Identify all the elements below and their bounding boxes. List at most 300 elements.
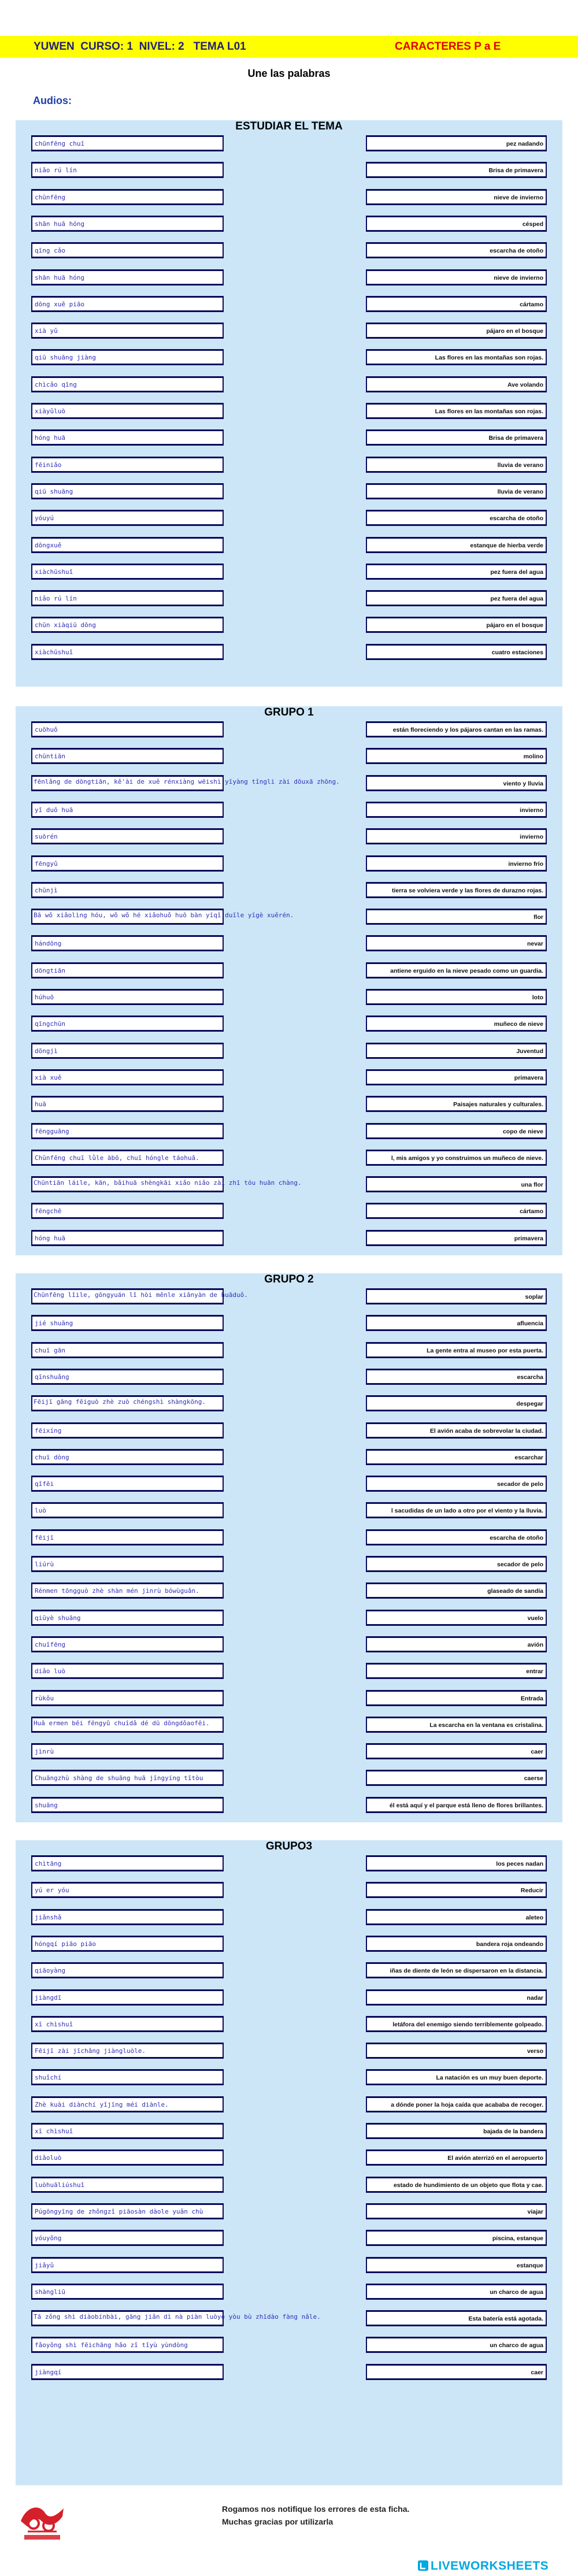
match-row: [16, 2149, 562, 2166]
pinyin-text: fǎoyǒng shì fēichāng hǎo zǐ tǐyù yùndòng: [35, 2341, 188, 2349]
translation-box[interactable]: [366, 1502, 547, 1518]
translation-text: nieve de invierno: [494, 275, 543, 281]
pinyin-box[interactable]: [31, 296, 224, 312]
pinyin-box[interactable]: [31, 2284, 224, 2300]
translation-text: escarcha de otoño: [490, 1535, 543, 1541]
translation-text: pájaro en el bosque: [486, 328, 543, 335]
pinyin-text: suōrén: [35, 833, 58, 840]
translation-box[interactable]: [366, 1582, 547, 1599]
pinyin-box[interactable]: [31, 1556, 224, 1572]
translation-text: aleteo: [525, 1914, 543, 1921]
translation-box[interactable]: [366, 537, 547, 553]
pinyin-box[interactable]: [31, 1315, 224, 1331]
translation-box[interactable]: [366, 1150, 547, 1166]
pinyin-text: niǎo rú lín: [35, 166, 77, 174]
match-row: [16, 1855, 562, 1871]
pinyin-box[interactable]: [31, 457, 224, 473]
translation-box[interactable]: [366, 323, 547, 339]
translation-text: pájaro en el bosque: [486, 622, 543, 629]
pinyin-text: Huā ermen bēi fēngyǔ chuīdǎ dé dū dōngdǒaofēi.: [34, 1719, 210, 1727]
translation-box[interactable]: [366, 1797, 547, 1813]
translation-text: a dónde poner la hoja caída que acababa de recoger.: [391, 2101, 543, 2108]
translation-box[interactable]: [366, 296, 547, 312]
translation-box[interactable]: [366, 1989, 547, 2006]
translation-box[interactable]: [366, 882, 547, 898]
pinyin-text: cuōhuǒ: [35, 726, 58, 733]
translation-text: soplar: [525, 1293, 543, 1300]
match-row: [16, 617, 562, 633]
pinyin-box[interactable]: [31, 2123, 224, 2139]
pinyin-text: yú er yóu: [35, 1886, 69, 1894]
match-row: [16, 1096, 562, 1112]
translation-box[interactable]: [366, 828, 547, 844]
pinyin-box[interactable]: [31, 1962, 224, 1978]
pinyin-text: shān huā hóng: [35, 274, 85, 281]
translation-box[interactable]: [366, 1449, 547, 1465]
match-row: [16, 855, 562, 872]
pinyin-text: chuīfēng: [35, 1641, 65, 1648]
translation-box[interactable]: [366, 2230, 547, 2246]
pinyin-box[interactable]: [31, 2203, 224, 2219]
pinyin-box[interactable]: [31, 1369, 224, 1385]
pinyin-text: xià xuě: [35, 1074, 62, 1081]
match-row: [16, 1422, 562, 1439]
match-row: [16, 1529, 562, 1545]
pinyin-box[interactable]: [31, 1015, 224, 1032]
match-row: [16, 2016, 562, 2032]
pinyin-box[interactable]: [31, 189, 224, 205]
translation-text: secador de pelo: [497, 1481, 543, 1488]
pinyin-text: rùkǒu: [35, 1695, 54, 1702]
match-row: [16, 1015, 562, 1032]
match-row: [16, 828, 562, 844]
pinyin-box[interactable]: [31, 855, 224, 872]
translation-box[interactable]: [366, 429, 547, 446]
pinyin-box[interactable]: [31, 1096, 224, 1112]
translation-box[interactable]: [366, 1288, 547, 1304]
pinyin-box[interactable]: [31, 1989, 224, 2006]
pinyin-text: dōngtiān: [35, 967, 65, 974]
header-bar: [0, 36, 578, 58]
match-row: [16, 2310, 562, 2326]
audios-label: Audios:: [33, 95, 72, 106]
pinyin-box[interactable]: [31, 1342, 224, 1358]
translation-text: bajada de la bandera: [483, 2128, 543, 2135]
pinyin-box[interactable]: [31, 2364, 224, 2380]
pinyin-box[interactable]: [31, 1203, 224, 1219]
translation-box[interactable]: [366, 1069, 547, 1085]
pinyin-text: qīng cǎo: [35, 247, 65, 254]
pinyin-box[interactable]: [31, 1636, 224, 1652]
translation-box[interactable]: [366, 376, 547, 392]
translation-box[interactable]: [366, 403, 547, 419]
pinyin-text: Rénmen tōngguò zhè shàn mén jìnrù bówùguǎn.: [35, 1587, 199, 1595]
pinyin-text: Chūnfēng lǐile, gōngyuán lǐ hòi měnle xiānyàn de huāduǒ.: [34, 1291, 248, 1299]
translation-box[interactable]: [366, 1096, 547, 1112]
translation-text: Ave volando: [507, 381, 543, 388]
section-title: GRUPO 1: [264, 706, 314, 718]
pinyin-box[interactable]: [31, 962, 224, 978]
translation-text: copo de nieve: [502, 1128, 543, 1135]
translation-box[interactable]: [366, 855, 547, 872]
translation-box[interactable]: [366, 1636, 547, 1652]
translation-text: Reducir: [520, 1887, 543, 1894]
match-row: [16, 483, 562, 499]
pinyin-text: chūntiān: [35, 753, 65, 760]
pinyin-text: chūnjì: [35, 887, 58, 894]
translation-text: La natación es un muy buen deporte.: [436, 2074, 543, 2081]
translation-box[interactable]: [366, 1529, 547, 1545]
pinyin-text: fēiniǎo: [35, 461, 62, 469]
translation-box[interactable]: [366, 1743, 547, 1759]
translation-box[interactable]: [366, 2203, 547, 2219]
pinyin-box[interactable]: [31, 403, 224, 419]
pinyin-box[interactable]: [31, 2096, 224, 2112]
translation-box[interactable]: [366, 590, 547, 606]
translation-text: Brisa de primavera: [488, 435, 543, 442]
translation-text: escarchar: [514, 1454, 543, 1461]
pinyin-box[interactable]: [31, 1422, 224, 1439]
match-row: [16, 510, 562, 526]
translation-text: Paisajes naturales y culturales.: [453, 1101, 543, 1108]
pinyin-box[interactable]: [31, 828, 224, 844]
pinyin-box[interactable]: [31, 1582, 224, 1599]
translation-box[interactable]: [366, 775, 547, 791]
pinyin-text: shān huā hóng: [35, 220, 85, 228]
match-row: [16, 1690, 562, 1706]
pinyin-box[interactable]: [31, 1502, 224, 1518]
translation-box[interactable]: [366, 1962, 547, 1978]
translation-text: un charco de agua: [490, 2289, 543, 2296]
translation-text: Juventud: [516, 1048, 543, 1055]
match-row: [16, 135, 562, 151]
translation-box[interactable]: [366, 962, 547, 978]
match-row: [16, 537, 562, 553]
match-row: [16, 1203, 562, 1219]
translation-box[interactable]: [366, 2177, 547, 2193]
match-row: [16, 162, 562, 178]
pinyin-box[interactable]: [31, 617, 224, 633]
translation-text: La gente entra al museo por esta puerta.: [427, 1347, 543, 1354]
pinyin-box[interactable]: [31, 1123, 224, 1139]
translation-box[interactable]: [366, 2149, 547, 2166]
translation-box[interactable]: [366, 1123, 547, 1139]
pinyin-text: niǎo rú lín: [35, 595, 77, 602]
pinyin-text: chuī gān: [35, 1347, 65, 1354]
liveworksheets-logo-icon: [417, 2560, 429, 2571]
footer-note: [222, 2503, 409, 2528]
translation-box[interactable]: [366, 1422, 547, 1439]
translation-box[interactable]: [366, 564, 547, 580]
pinyin-text: húhuō: [35, 994, 54, 1001]
pinyin-box[interactable]: [31, 1449, 224, 1465]
translation-box[interactable]: [366, 2043, 547, 2059]
match-row: [16, 2177, 562, 2193]
pinyin-box[interactable]: [31, 2149, 224, 2166]
section-title: GRUPO 2: [264, 1273, 314, 1285]
translation-box[interactable]: [366, 748, 547, 764]
translation-text: invierno: [520, 833, 543, 840]
translation-box[interactable]: [366, 1015, 547, 1032]
match-row: [16, 1150, 562, 1166]
pinyin-box[interactable]: [31, 1770, 224, 1786]
pinyin-box[interactable]: [31, 135, 224, 151]
translation-box[interactable]: [366, 802, 547, 818]
pinyin-box[interactable]: [31, 1476, 224, 1492]
pinyin-box[interactable]: [31, 564, 224, 580]
translation-box[interactable]: [366, 349, 547, 365]
match-row: [16, 1989, 562, 2006]
pinyin-box[interactable]: [31, 2177, 224, 2193]
pinyin-text: Púgōngyīng de zhǒngzǐ piāosàn dàole yuǎn chù: [35, 2208, 203, 2215]
pinyin-text: fēngguāng: [35, 1128, 69, 1135]
match-row: [16, 1610, 562, 1626]
pinyin-box[interactable]: [31, 269, 224, 286]
translation-box[interactable]: [366, 1315, 547, 1331]
translation-text: pez nadando: [506, 140, 543, 147]
match-row: [16, 1476, 562, 1492]
match-row: [16, 1315, 562, 1331]
translation-box[interactable]: [366, 1556, 547, 1572]
match-row: [16, 1962, 562, 1978]
translation-box[interactable]: [366, 909, 547, 925]
translation-box[interactable]: [366, 1663, 547, 1679]
footer-line-2: Muchas gracias por utilizarla: [222, 2517, 334, 2526]
translation-box[interactable]: [366, 1770, 547, 1786]
translation-text: caer: [531, 2369, 543, 2376]
pinyin-box[interactable]: [31, 1150, 224, 1166]
match-row: [16, 1663, 562, 1679]
pinyin-box[interactable]: [31, 1882, 224, 1898]
pinyin-text: yóuyú: [35, 514, 54, 522]
pinyin-text: shuāng: [35, 1802, 58, 1809]
translation-box[interactable]: [366, 1176, 547, 1192]
match-row: [16, 1342, 562, 1358]
match-row: [16, 2096, 562, 2112]
pinyin-text: dōng xuě piāo: [35, 301, 85, 308]
pinyin-text: liúrù: [35, 1561, 54, 1568]
translation-text: entrar: [526, 1668, 543, 1675]
pinyin-box[interactable]: [31, 376, 224, 392]
pinyin-text: xiàchūshuǐ: [35, 568, 73, 576]
pinyin-text: jiàngdī: [35, 1994, 62, 2002]
translation-box[interactable]: [366, 216, 547, 232]
pinyin-box[interactable]: [31, 721, 224, 737]
translation-box[interactable]: [366, 1717, 547, 1733]
match-row: [16, 909, 562, 925]
pinyin-box[interactable]: [31, 2230, 224, 2246]
translation-text: pez fuera del agua: [490, 569, 543, 576]
match-row: [16, 1636, 562, 1652]
translation-text: están floreciendo y los pájaros cantan en las ramas.: [392, 727, 543, 733]
translation-text: caer: [531, 1748, 543, 1755]
match-row: [16, 2284, 562, 2300]
pinyin-box[interactable]: [31, 590, 224, 606]
match-row: [16, 1909, 562, 1925]
pinyin-box[interactable]: [31, 2043, 224, 2059]
translation-text: tierra se volviera verde y las flores de durazno rojas.: [391, 887, 543, 894]
pinyin-box[interactable]: [31, 1743, 224, 1759]
pinyin-box[interactable]: [31, 1936, 224, 1952]
translation-box[interactable]: [366, 2069, 547, 2085]
translation-box[interactable]: [366, 989, 547, 1005]
translation-box[interactable]: [366, 1203, 547, 1219]
translation-text: un charco de agua: [490, 2342, 543, 2349]
translation-text: estanque de hierba verde: [470, 542, 543, 549]
pinyin-text: yóuyǒng: [35, 2234, 62, 2242]
translation-box[interactable]: [366, 2310, 547, 2326]
pinyin-box[interactable]: [31, 644, 224, 660]
translation-box[interactable]: [366, 2016, 547, 2032]
pinyin-box[interactable]: [31, 216, 224, 232]
pinyin-text: fēngchē: [35, 1207, 62, 1215]
instructions-title: Une las palabras: [247, 68, 331, 79]
translation-box[interactable]: [366, 2337, 547, 2353]
course-info: YUWEN CURSO: 1 NIVEL: 2 TEMA L01: [34, 40, 246, 53]
translation-text: escarcha: [517, 1374, 543, 1381]
translation-box[interactable]: [366, 510, 547, 526]
translation-box[interactable]: [366, 2123, 547, 2139]
match-row: [16, 216, 562, 232]
pinyin-text: qīngchūn: [35, 1020, 65, 1028]
pinyin-text: qiū shuāng jiàng: [35, 354, 96, 361]
translation-box[interactable]: [366, 935, 547, 951]
translation-text: estanque: [516, 2262, 543, 2269]
translation-text: El avión acaba de sobrevolar la ciudad.: [429, 1428, 543, 1435]
pinyin-text: qiū shuāng: [35, 488, 73, 495]
pinyin-text: fēixíng: [35, 1427, 62, 1435]
pinyin-box[interactable]: [31, 349, 224, 365]
translation-box[interactable]: [366, 1476, 547, 1492]
pinyin-box[interactable]: [31, 1797, 224, 1813]
pinyin-box[interactable]: [31, 935, 224, 951]
translation-text: La escarcha en la ventana es cristalina.: [429, 1722, 543, 1729]
translation-box[interactable]: [366, 2364, 547, 2380]
translation-box[interactable]: [366, 1909, 547, 1925]
translation-box[interactable]: [366, 135, 547, 151]
pinyin-box[interactable]: [31, 882, 224, 898]
pinyin-box[interactable]: [31, 1610, 224, 1626]
translation-box[interactable]: [366, 1610, 547, 1626]
translation-text: l sacudidas de un lado a otro por el viento y la lluvia.: [391, 1507, 543, 1514]
pinyin-text: chūnfēng chuī: [35, 140, 85, 147]
pinyin-box[interactable]: [31, 242, 224, 258]
pinyin-box[interactable]: [31, 1043, 224, 1059]
pinyin-text: fēijī: [35, 1534, 54, 1541]
pinyin-box[interactable]: [31, 989, 224, 1005]
pinyin-box[interactable]: [31, 1069, 224, 1085]
translation-text: Las flores en las montañas son rojas.: [435, 408, 543, 415]
pinyin-box[interactable]: [31, 429, 224, 446]
translation-box[interactable]: [366, 1690, 547, 1706]
translation-box[interactable]: [366, 242, 547, 258]
pinyin-box[interactable]: [31, 1855, 224, 1871]
pinyin-box[interactable]: [31, 162, 224, 178]
translation-text: lluvia de verano: [497, 488, 543, 495]
translation-box[interactable]: [366, 617, 547, 633]
match-row: [16, 2230, 562, 2246]
section-4: [16, 1840, 562, 2485]
translation-box[interactable]: [366, 721, 547, 737]
translation-text: invierno: [520, 807, 543, 814]
pinyin-text: jiàngqí: [35, 2369, 62, 2376]
pinyin-box[interactable]: [31, 2337, 224, 2353]
match-row: [16, 1230, 562, 1246]
translation-text: los peces nadan: [496, 1860, 543, 1867]
translation-box[interactable]: [366, 1369, 547, 1385]
pinyin-box[interactable]: [31, 2257, 224, 2273]
translation-box[interactable]: [366, 189, 547, 205]
match-row: [16, 1556, 562, 1572]
translation-box[interactable]: [366, 1936, 547, 1952]
translation-box[interactable]: [366, 2284, 547, 2300]
translation-text: él está aquí y el parque está lleno de flores brillantes.: [389, 1802, 543, 1809]
section-title: GRUPO3: [265, 1840, 313, 1852]
translation-box[interactable]: [366, 1395, 547, 1411]
pinyin-box[interactable]: [31, 510, 224, 526]
translation-text: una flor: [521, 1181, 543, 1188]
match-row: [16, 2203, 562, 2219]
pinyin-box[interactable]: [31, 802, 224, 818]
match-row: [16, 1395, 562, 1411]
pinyin-text: Chūnfēng chuī lǜle àbō, chuī hóngle táohuā.: [35, 1154, 199, 1162]
pinyin-box[interactable]: [31, 537, 224, 553]
translation-box[interactable]: [366, 269, 547, 286]
liveworksheets-brand[interactable]: [417, 2559, 549, 2573]
match-row: [16, 2257, 562, 2273]
pinyin-box[interactable]: [31, 483, 224, 499]
match-row: [16, 1717, 562, 1733]
pinyin-text: luòhuāliúshuǐ: [35, 2181, 85, 2189]
translation-text: bandera roja ondeando: [476, 1941, 543, 1948]
translation-box[interactable]: [366, 1230, 547, 1246]
pinyin-box[interactable]: [31, 2016, 224, 2032]
translation-text: nieve de invierno: [494, 194, 543, 201]
pinyin-box[interactable]: [31, 1663, 224, 1679]
match-row: [16, 1882, 562, 1898]
match-row: [16, 962, 562, 978]
translation-box[interactable]: [366, 483, 547, 499]
pinyin-box[interactable]: [31, 1529, 224, 1545]
pinyin-text: fēngyǔ: [35, 860, 58, 868]
translation-box[interactable]: [366, 2096, 547, 2112]
translation-text: cuatro estaciones: [491, 649, 543, 656]
translation-box[interactable]: [366, 2257, 547, 2273]
pinyin-box[interactable]: [31, 748, 224, 764]
match-row: [16, 376, 562, 392]
translation-text: nadar: [527, 1995, 543, 2002]
pinyin-box[interactable]: [31, 1230, 224, 1246]
translation-box[interactable]: [366, 457, 547, 473]
match-row: [16, 1502, 562, 1518]
match-row: [16, 721, 562, 737]
pinyin-box[interactable]: [31, 2069, 224, 2085]
translation-box[interactable]: [366, 162, 547, 178]
pinyin-box[interactable]: [31, 1909, 224, 1925]
translation-text: cártamo: [520, 301, 543, 308]
pinyin-box[interactable]: [31, 323, 224, 339]
translation-box[interactable]: [366, 1855, 547, 1871]
pinyin-box[interactable]: [31, 1690, 224, 1706]
match-row: [16, 882, 562, 898]
translation-box[interactable]: [366, 1882, 547, 1898]
translation-box[interactable]: [366, 1342, 547, 1358]
match-row: [16, 1043, 562, 1059]
translation-text: pez fuera del agua: [490, 595, 543, 602]
translation-box[interactable]: [366, 1043, 547, 1059]
translation-text: loto: [532, 994, 543, 1001]
translation-box[interactable]: [366, 644, 547, 660]
